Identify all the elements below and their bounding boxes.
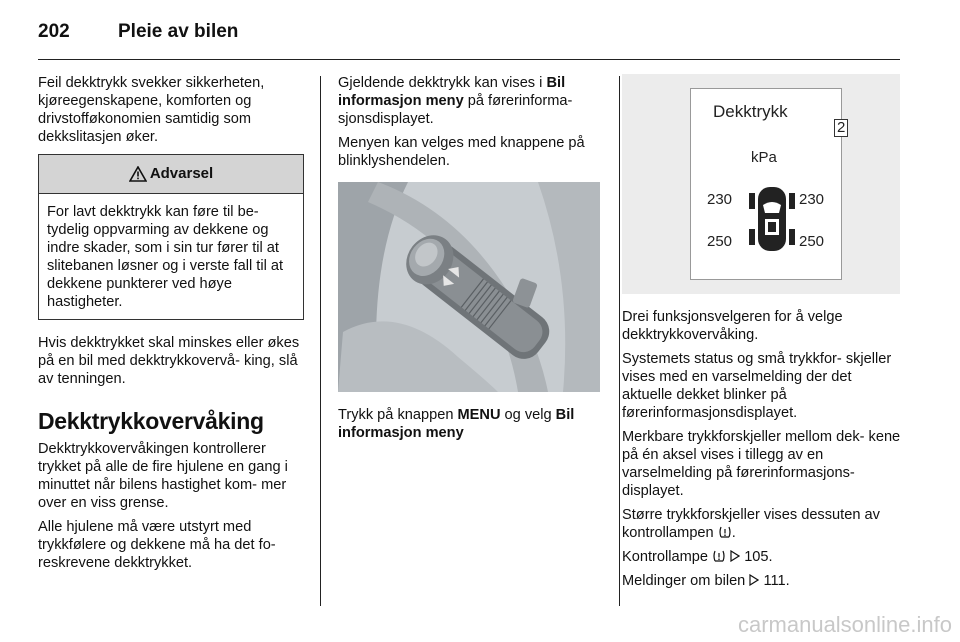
page-indicator: 2 — [834, 119, 848, 137]
lamp-reference: Kontrollampe 105. — [622, 549, 773, 565]
stalk-photo — [338, 182, 600, 392]
page-number: 202 — [38, 21, 70, 42]
column-2 — [338, 74, 603, 448]
column-1 — [38, 74, 306, 578]
menu-select-paragraph: Menyen kan velges med knappene på blinklyshendelen. — [338, 135, 585, 169]
watermark: carmanualsonline.info — [737, 612, 952, 637]
messages-reference: Meldinger om bilen 111. — [622, 573, 790, 589]
page-header — [38, 12, 900, 52]
rear-left-pressure: 250 — [707, 233, 733, 250]
lamp-page-link[interactable]: 105. — [744, 549, 773, 565]
page-reference-arrow-icon[interactable] — [730, 550, 740, 562]
display-title: Dekktrykk — [713, 102, 788, 121]
sensors-paragraph: Alle hjulene må være utstyrt med trykkfølere og dekkene må ha det fo- reskrevene dekktrykket. — [38, 519, 276, 571]
messages-page-link[interactable]: 111. — [763, 573, 790, 589]
page-reference-arrow-icon[interactable] — [749, 574, 759, 586]
larger-difference-paragraph: Større trykkforskjeller vises dessuten av kontrollampen . — [622, 507, 880, 541]
turn-signal-stalk-image — [338, 182, 600, 392]
warning-box — [38, 154, 304, 320]
column-3 — [622, 74, 904, 596]
warning-triangle-icon — [129, 166, 147, 182]
display-info-paragraph: Gjeldende dekktrykk kan vises i Bil informasjon meny på førerinforma- sjonsdisplayet. — [338, 75, 573, 127]
section-heading: Dekktrykkovervåking — [38, 408, 264, 434]
axle-difference-paragraph: Merkbare trykkforskjeller mellom dek- kene på én aksel vises i tillegg av en varselmelding på førerinformasjons- displayet. — [622, 429, 901, 499]
warning-header — [39, 155, 303, 194]
page-title: Pleie av bilen — [118, 21, 239, 42]
selector-paragraph: Drei funksjonsvelgeren for å velge dekktrykkovervåking. — [622, 309, 843, 343]
figure-caption: Trykk på knappen MENU og velg Bil informasjon meny — [338, 407, 575, 441]
front-left-pressure: 230 — [707, 191, 733, 208]
column-divider-1 — [320, 76, 321, 606]
rear-right-pressure: 250 — [799, 233, 825, 250]
header-rule — [38, 59, 900, 60]
column-divider-2 — [619, 76, 620, 606]
tyre-pressure-change-paragraph: Hvis dekktrykket skal minskes eller økes på en bil med dekktrykkovervå- king, slå av tenningen. — [38, 335, 300, 387]
monitoring-paragraph: Dekktrykkovervåkingen kontrollerer trykket på alle de fire hjulene en gang i minuttet når bilens hastighet kom- mer over en viss grense. — [38, 441, 288, 511]
tyre-pressure-lamp-icon — [712, 549, 726, 563]
tyre-pressure-display-figure — [622, 74, 900, 294]
status-paragraph: Systemets status og små trykkfor- skjeller vises med en varselmelding der det aktuelle dekket blinker på førerinformasjonsdisplayet. — [622, 351, 892, 421]
intro-paragraph: Feil dekktrykk svekker sikkerheten, kjøreegenskapene, komforten og drivstofføkonomien samtidig som dekkslitasjen øker. — [38, 75, 265, 145]
warning-title: Advarsel — [149, 165, 214, 182]
warning-text: For lavt dekktrykk kan føre til be- tydelig oppvarming av dekkene og indre skader, som i sin tur fører til at slitebanen løsner og i verste fall til at dekkene punkterer ved høye hastigheter. — [47, 204, 284, 310]
driver-info-display — [690, 88, 846, 280]
display-unit: kPa — [751, 149, 777, 166]
car-top-view-icon — [749, 185, 795, 253]
tyre-pressure-lamp-icon — [718, 525, 732, 539]
front-right-pressure: 230 — [799, 191, 825, 208]
